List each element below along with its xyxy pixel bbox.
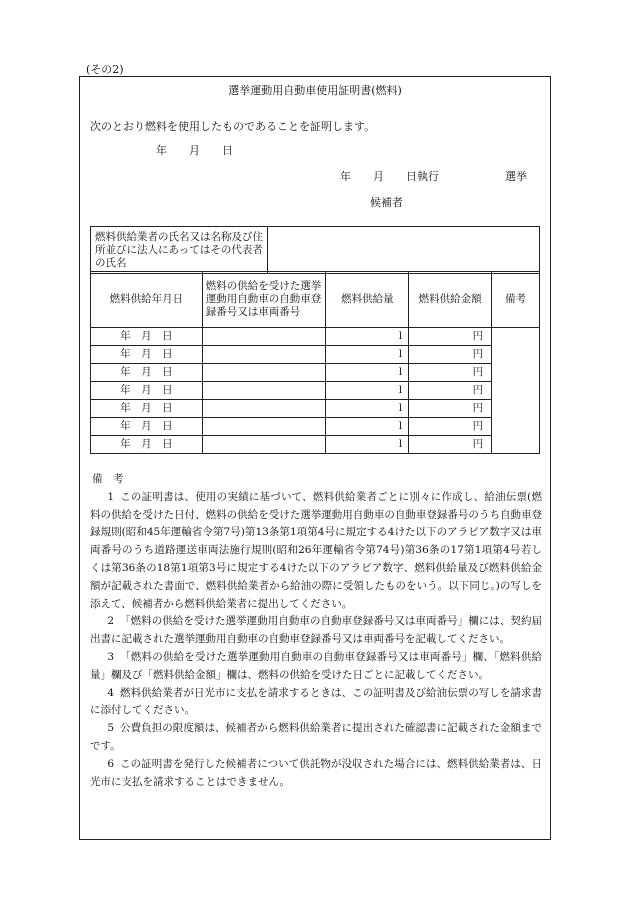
note-text: 公費負担の限度額は、候補者から燃料供給業者に提出された確認書に記載された金額までです。	[90, 722, 542, 752]
row-qty: l	[326, 382, 409, 400]
header-qty: 燃料供給量	[326, 272, 409, 328]
note-text: 「燃料の供給を受けた選挙運動用自動車の自動車登録番号又は車両番号」欄、「燃料供給量」欄及び「燃料供給金額」欄は、燃料の供給を受けた日ごとに記載してください。	[90, 650, 542, 681]
supplier-table	[90, 226, 540, 274]
remarks-cell[interactable]	[492, 328, 540, 454]
certificate-frame	[79, 76, 551, 840]
row-vehicle[interactable]	[202, 364, 326, 382]
table-row	[91, 400, 540, 418]
row-qty: l	[326, 400, 409, 418]
header-vehicle: 燃料の供給を受けた選挙運動用自動車の自動車登録番号又は車両番号	[202, 272, 326, 328]
row-date: 年 月 日	[91, 382, 203, 400]
row-qty: l	[326, 364, 409, 382]
row-qty: l	[326, 418, 409, 436]
row-date: 年 月 日	[91, 418, 203, 436]
note-number: 1	[107, 490, 114, 503]
notes-section	[90, 471, 542, 791]
notes-heading: 備 考	[92, 473, 124, 485]
intro-text: 次のとおり燃料を使用したものであることを証明します。	[90, 120, 376, 133]
note-item	[90, 685, 542, 721]
row-vehicle[interactable]	[202, 328, 326, 346]
fuel-table	[90, 271, 540, 454]
header-date: 燃料供給年月日	[91, 272, 203, 328]
candidate-label: 候補者	[370, 196, 403, 209]
table-row	[91, 382, 540, 400]
note-item	[90, 756, 542, 792]
row-amount: 円	[409, 346, 492, 364]
note-item	[90, 489, 542, 614]
note-item	[90, 613, 542, 649]
table-row	[91, 436, 540, 454]
table-row	[91, 346, 540, 364]
row-qty: l	[326, 328, 409, 346]
certification-date: 年 月 日	[156, 144, 233, 157]
note-number: 6	[107, 757, 114, 770]
note-item	[90, 720, 542, 756]
note-number: 5	[107, 722, 114, 735]
note-text: この証明書は、使用の実績に基づいて、燃料供給業者ごとに別々に作成し、給油伝票(燃料の供給を受けた日付、燃料の供給を受けた選挙運動用自動車の自動車登録番号のうち自動車登録規則(昭和45年運輸省令第7号)第13条第1項第4号に規定する4けた以下のアラビア数字又は車両番号のうち道路運送車両法施行規則(昭和26年運輸省令第74号)第36条の17第1項第4号若しくは第36条の18第1項第3号に規定する4けた以下のアラビア数字、燃料供給量及び燃料供給金額が記載された書面で、燃料供給業者から給油の際に受領したものをいう。以下同じ。)の写しを添えて、候補者から燃料供給業者に提出してください。	[90, 490, 542, 610]
row-amount: 円	[409, 418, 492, 436]
row-vehicle[interactable]	[202, 418, 326, 436]
row-date: 年 月 日	[91, 400, 203, 418]
page-label: (その2)	[86, 63, 124, 76]
row-vehicle[interactable]	[202, 436, 326, 454]
row-amount: 円	[409, 382, 492, 400]
row-amount: 円	[409, 328, 492, 346]
row-vehicle[interactable]	[202, 382, 326, 400]
row-date: 年 月 日	[91, 364, 203, 382]
note-number: 3	[107, 650, 114, 663]
table-row	[91, 364, 540, 382]
row-vehicle[interactable]	[202, 400, 326, 418]
note-number: 4	[107, 686, 114, 699]
supplier-label: 燃料供給業者の氏名又は名称及び住所並びに法人にあってはその代表者の氏名	[91, 227, 268, 274]
header-amount: 燃料供給金額	[409, 272, 492, 328]
note-text: 燃料供給業者が日光市に支払を請求するときは、この証明書及び給油伝票の写しを請求書に添付してください。	[90, 686, 542, 717]
row-amount: 円	[409, 364, 492, 382]
supplier-value[interactable]	[268, 227, 540, 274]
row-date: 年 月 日	[91, 436, 203, 454]
row-date: 年 月 日	[91, 346, 203, 364]
note-item	[90, 649, 542, 685]
table-row	[91, 418, 540, 436]
row-qty: l	[326, 346, 409, 364]
row-amount: 円	[409, 436, 492, 454]
note-text: 「燃料の供給を受けた選挙運動用自動車の自動車登録番号又は車両番号」欄には、契約届出書に記載された選挙運動用自動車の自動車登録番号又は車両番号を記載してください。	[90, 615, 542, 646]
election-line: 年 月 日執行 選挙	[340, 170, 527, 183]
row-date: 年 月 日	[91, 328, 203, 346]
row-qty: l	[326, 436, 409, 454]
row-vehicle[interactable]	[202, 346, 326, 364]
note-text: この証明書を発行した候補者について供託物が没収された場合には、燃料供給業者は、日光市に支払を請求することはできません。	[90, 757, 542, 788]
document-title: 選挙運動用自動車使用証明書(燃料)	[228, 84, 402, 97]
note-number: 2	[107, 615, 114, 628]
header-remarks: 備考	[492, 272, 540, 328]
row-amount: 円	[409, 400, 492, 418]
table-row	[91, 328, 540, 346]
